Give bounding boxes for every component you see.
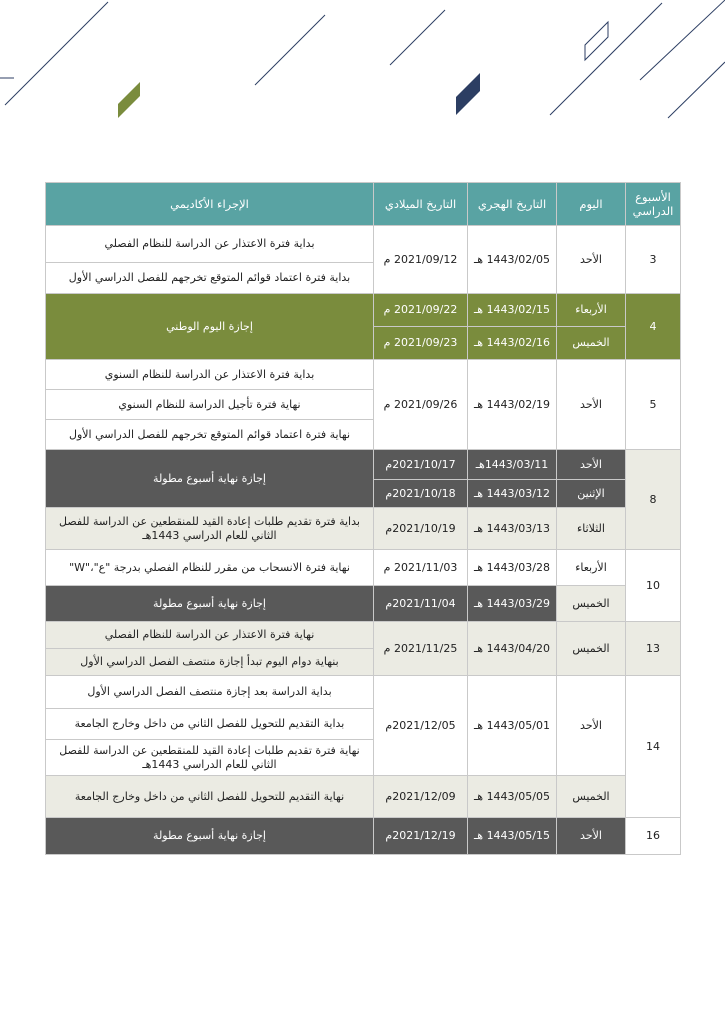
- gregorian-cell: 2021/12/05م: [374, 676, 468, 776]
- hijri-cell: 1443/03/12 هـ: [468, 480, 557, 508]
- gregorian-cell: 2021/11/25 م: [374, 622, 468, 676]
- hijri-cell: 1443/03/13 هـ: [468, 508, 557, 550]
- day-cell: الأحد: [557, 226, 626, 294]
- day-cell: الخميس: [557, 622, 626, 676]
- action-cell: نهاية فترة اعتماد قوائم المتوقع تخرجهم للفصل الدراسي الأول: [46, 420, 374, 450]
- action-cell: بنهاية دوام اليوم تبدأ إجازة منتصف الفصل الدراسي الأول: [46, 649, 374, 676]
- hijri-cell: 1443/02/05 هـ: [468, 226, 557, 294]
- header-day: اليوم: [557, 183, 626, 226]
- hijri-cell: 1443/05/05 هـ: [468, 776, 557, 818]
- gregorian-cell: 2021/12/19م: [374, 818, 468, 855]
- week-cell: 3: [626, 226, 681, 294]
- table-row: [46, 550, 681, 586]
- hijri-cell: 1443/02/19 هـ: [468, 360, 557, 450]
- table-row: [46, 622, 681, 649]
- table-row: [46, 226, 681, 263]
- header-gregorian: التاريخ الميلادي: [374, 183, 468, 226]
- table-row: [46, 450, 681, 480]
- action-cell: إجازة نهاية أسبوع مطولة: [46, 586, 374, 622]
- week-cell: 16: [626, 818, 681, 855]
- week-cell: 13: [626, 622, 681, 676]
- academic-calendar-table: [45, 182, 681, 855]
- gregorian-cell: 2021/09/23 م: [374, 327, 468, 360]
- table-row: [46, 776, 681, 818]
- gregorian-cell: 2021/10/17م: [374, 450, 468, 480]
- header-action: الإجراء الأكاديمي: [46, 183, 374, 226]
- day-cell: الثلاثاء: [557, 508, 626, 550]
- table-row: [46, 676, 681, 709]
- day-cell: الأحد: [557, 676, 626, 776]
- action-cell: إجازة اليوم الوطني: [46, 294, 374, 360]
- day-cell: الخميس: [557, 327, 626, 360]
- action-cell: بداية فترة تقديم طلبات إعادة القيد للمنقطعين عن الدراسة للفصل الثاني للعام الدراسي 1443هـ: [46, 508, 374, 550]
- day-cell: الأحد: [557, 818, 626, 855]
- action-cell: بداية فترة اعتماد قوائم المتوقع تخرجهم للفصل الدراسي الأول: [46, 263, 374, 294]
- table-row: [46, 294, 681, 327]
- action-cell: إجازة نهاية أسبوع مطولة: [46, 818, 374, 855]
- gregorian-cell: 2021/11/03 م: [374, 550, 468, 586]
- day-cell: الإثنين: [557, 480, 626, 508]
- table-row: [46, 586, 681, 622]
- week-cell: 5: [626, 360, 681, 450]
- hijri-cell: 1443/03/28 هـ: [468, 550, 557, 586]
- action-cell: بداية الدراسة بعد إجازة منتصف الفصل الدراسي الأول: [46, 676, 374, 709]
- gregorian-cell: 2021/10/19م: [374, 508, 468, 550]
- gregorian-cell: 2021/09/26 م: [374, 360, 468, 450]
- table-row: [46, 818, 681, 855]
- table-header-row: [46, 183, 681, 226]
- day-cell: الأحد: [557, 450, 626, 480]
- action-cell: نهاية فترة الانسحاب من مقرر للنظام الفصلي بدرجة "ع"،"W": [46, 550, 374, 586]
- hijri-cell: 1443/02/16 هـ: [468, 327, 557, 360]
- hijri-cell: 1443/05/01 هـ: [468, 676, 557, 776]
- hijri-cell: 1443/03/11هـ: [468, 450, 557, 480]
- action-cell: نهاية فترة تقديم طلبات إعادة القيد للمنقطعين عن الدراسة للفصل الثاني للعام الدراسي 1443هـ: [46, 740, 374, 776]
- gregorian-cell: 2021/10/18م: [374, 480, 468, 508]
- action-cell: نهاية فترة تأجيل الدراسة للنظام السنوي: [46, 390, 374, 420]
- week-cell: 10: [626, 550, 681, 622]
- action-cell: بداية فترة الاعتذار عن الدراسة للنظام الفصلي: [46, 226, 374, 263]
- day-cell: الأربعاء: [557, 550, 626, 586]
- action-cell: بداية فترة الاعتذار عن الدراسة للنظام السنوي: [46, 360, 374, 390]
- table-row: [46, 508, 681, 550]
- week-cell: 8: [626, 450, 681, 550]
- decorative-lines: [0, 0, 725, 130]
- week-cell: 4: [626, 294, 681, 360]
- week-cell: 14: [626, 676, 681, 818]
- hijri-cell: 1443/05/15 هـ: [468, 818, 557, 855]
- day-cell: الخميس: [557, 776, 626, 818]
- gregorian-cell: 2021/09/12 م: [374, 226, 468, 294]
- action-cell: نهاية فترة الاعتذار عن الدراسة للنظام الفصلي: [46, 622, 374, 649]
- gregorian-cell: 2021/11/04م: [374, 586, 468, 622]
- header-week: الأسبوع الدراسي: [626, 183, 681, 226]
- header-hijri: التاريخ الهجري: [468, 183, 557, 226]
- day-cell: الأربعاء: [557, 294, 626, 327]
- hijri-cell: 1443/04/20 هـ: [468, 622, 557, 676]
- hijri-cell: 1443/03/29 هـ: [468, 586, 557, 622]
- action-cell: بداية التقديم للتحويل للفصل الثاني من داخل وخارج الجامعة: [46, 709, 374, 740]
- day-cell: الأحد: [557, 360, 626, 450]
- action-cell: نهاية التقديم للتحويل للفصل الثاني من داخل وخارج الجامعة: [46, 776, 374, 818]
- hijri-cell: 1443/02/15 هـ: [468, 294, 557, 327]
- table-row: [46, 360, 681, 390]
- gregorian-cell: 2021/12/09م: [374, 776, 468, 818]
- action-cell: إجازة نهاية أسبوع مطولة: [46, 450, 374, 508]
- gregorian-cell: 2021/09/22 م: [374, 294, 468, 327]
- day-cell: الخميس: [557, 586, 626, 622]
